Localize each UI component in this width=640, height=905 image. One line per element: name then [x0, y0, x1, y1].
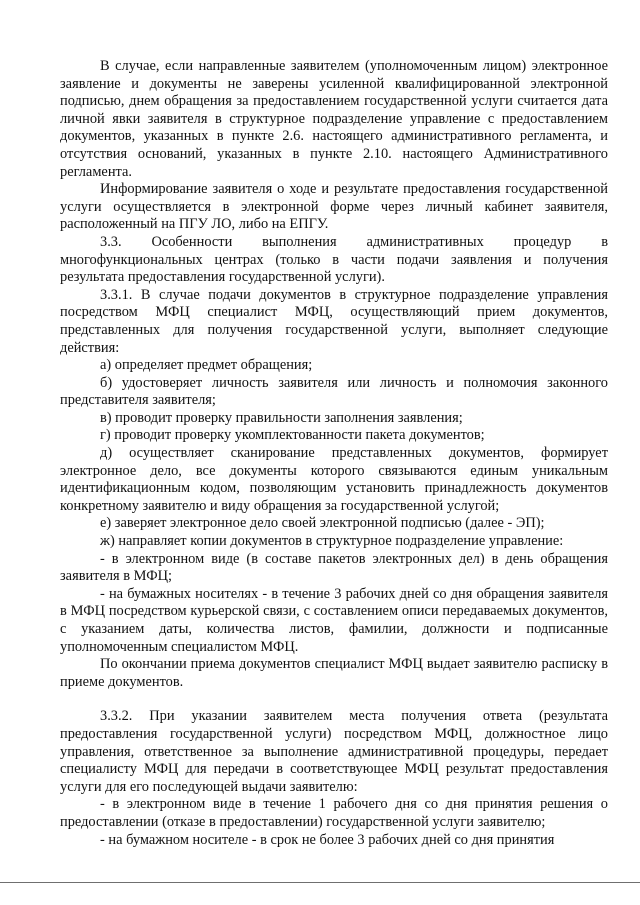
- paragraph-3-3-1: 3.3.1. В случае подачи документов в структурное подразделение управления посредством МФЦ специалист МФЦ, осуществляющий прием документов, представленных для получения государственной услуги, выполняет следующие действия:: [60, 286, 608, 356]
- scan-edge-line: [0, 882, 640, 883]
- list-item-zh: ж) направляет копии документов в структурное подразделение управление:: [100, 533, 564, 550]
- paragraph-informing-applicant: Информирование заявителя о ходе и результате предоставления государственной услуги осуществляется в электронной форме через личный кабинет заявителя, расположенный на ПГУ ЛО, либо на ЕПГУ.: [60, 181, 608, 233]
- list-item-e: е) заверяет электронное дело своей электронной подписью (далее - ЭП);: [100, 515, 545, 532]
- dash-item-electronic: - в электронном виде (в составе пакетов электронных дел) в день обращения заявителя в МФЦ;: [60, 550, 608, 585]
- list-item-g: г) проводит проверку укомплектованности пакета документов;: [100, 427, 485, 444]
- document-page: [60, 58, 608, 849]
- paragraph-electronic-application-date: В случае, если направленные заявителем (уполномоченным лицом) электронное заявление и документы не заверены усиленной квалифицированной электронной подписью, днем обращения за предоставлением государственной услуги считается дата личной явки заявителя в структурное подразделение управление с предоставлением документов, указанных в пункте 2.6. настоящего административного регламента, и отсутствия оснований, указанных в пункте 2.10. настоящего Административного регламента.: [60, 58, 608, 180]
- dash-item-paper: - на бумажных носителях - в течение 3 рабочих дней со дня обращения заявителя в МФЦ посредством курьерской связи, с составлением описи передаваемых документов, с указанием даты, количества листов, фамилии, должности и подписанные уполномоченным специалистом МФЦ.: [60, 585, 608, 655]
- section-heading-3-3: 3.3. Особенности выполнения административных процедур в многофункциональных центрах (только в части подачи заявления и получения результата предоставления государственной услуги).: [60, 233, 608, 286]
- list-item-a: а) определяет предмет обращения;: [100, 357, 313, 374]
- list-item-v: в) проводит проверку правильности заполнения заявления;: [100, 409, 463, 426]
- paragraph-receipt: По окончании приема документов специалист МФЦ выдает заявителю расписку в приеме документов.: [60, 656, 608, 690]
- paragraph-3-3-2: 3.3.2. При указании заявителем места получения ответа (результата предоставления государственной услуги) посредством МФЦ, должностное лицо управления, ответственное за выполнение административной процедуры, передает специалисту МФЦ для передачи в соответствующее МФЦ результат предоставления услуги для его последующей выдачи заявителю:: [60, 708, 608, 795]
- dash-item-electronic-result: - в электронном виде в течение 1 рабочего дня со дня принятия решения о предоставлении (отказе в предоставлении) государственной услуги заявителю;: [60, 796, 608, 830]
- list-item-d: д) осуществляет сканирование представленных документов, формирует электронное дело, все документы которого связываются единым уникальным идентификационным кодом, позволяющим установить принадлежность документов конкретному заявителю и виду обращения за государственной услугой;: [60, 445, 608, 514]
- dash-item-paper-result: - на бумажном носителе - в срок не более 3 рабочих дней со дня принятия: [100, 831, 555, 848]
- list-item-b: б) удостоверяет личность заявителя или личность и полномочия законного представителя заявителя;: [60, 374, 608, 409]
